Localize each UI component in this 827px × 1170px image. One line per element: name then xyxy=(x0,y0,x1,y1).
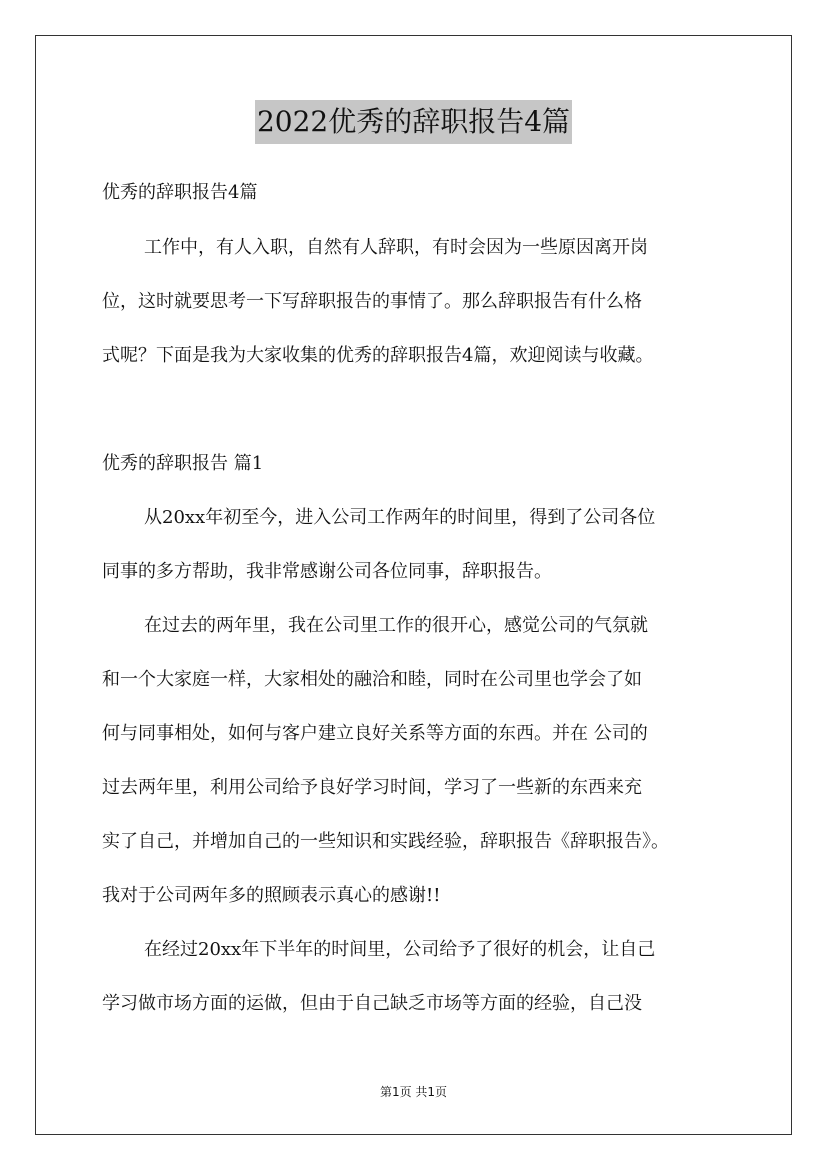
body-line: 在经过20xx年下半年的时间里，公司给予了很好的机会，让自己 xyxy=(144,939,656,960)
body-line: 过去两年里，利用公司给予良好学习时间，学习了一些新的东西来充 xyxy=(102,777,642,798)
document-subtitle: 优秀的辞职报告4篇 xyxy=(102,182,258,203)
intro-line: 位，这时就要思考一下写辞职报告的事情了。那么辞职报告有什么格 xyxy=(102,291,642,312)
body-line: 我对于公司两年多的照顾表示真心的感谢!! xyxy=(102,885,441,906)
page-footer: 第1页 共1页 xyxy=(379,1085,448,1099)
body-line: 何与同事相处，如何与客户建立良好关系等方面的东西。并在 公司的 xyxy=(102,723,648,744)
body-line: 从20xx年初至今，进入公司工作两年的时间里，得到了公司各位 xyxy=(144,507,656,528)
section-heading: 优秀的辞职报告 篇1 xyxy=(102,453,264,474)
body-line: 和一个大家庭一样，大家相处的融洽和睦，同时在公司里也学会了如 xyxy=(102,669,642,690)
title-container xyxy=(0,100,827,144)
intro-line: 工作中，有人入职，自然有人辞职，有时会因为一些原因离开岗 xyxy=(144,237,648,258)
document-title: 2022优秀的辞职报告4篇 xyxy=(255,100,572,144)
body-line: 在过去的两年里，我在公司里工作的很开心，感觉公司的气氛就 xyxy=(144,615,648,636)
intro-line: 式呢？下面是我为大家收集的优秀的辞职报告4篇，欢迎阅读与收藏。 xyxy=(102,345,654,366)
body-line: 学习做市场方面的运做，但由于自己缺乏市场等方面的经验，自己没 xyxy=(102,993,642,1014)
body-line: 实了自己，并增加自己的一些知识和实践经验，辞职报告《辞职报告》。 xyxy=(102,831,669,852)
body-line: 同事的多方帮助，我非常感谢公司各位同事，辞职报告。 xyxy=(102,561,552,582)
